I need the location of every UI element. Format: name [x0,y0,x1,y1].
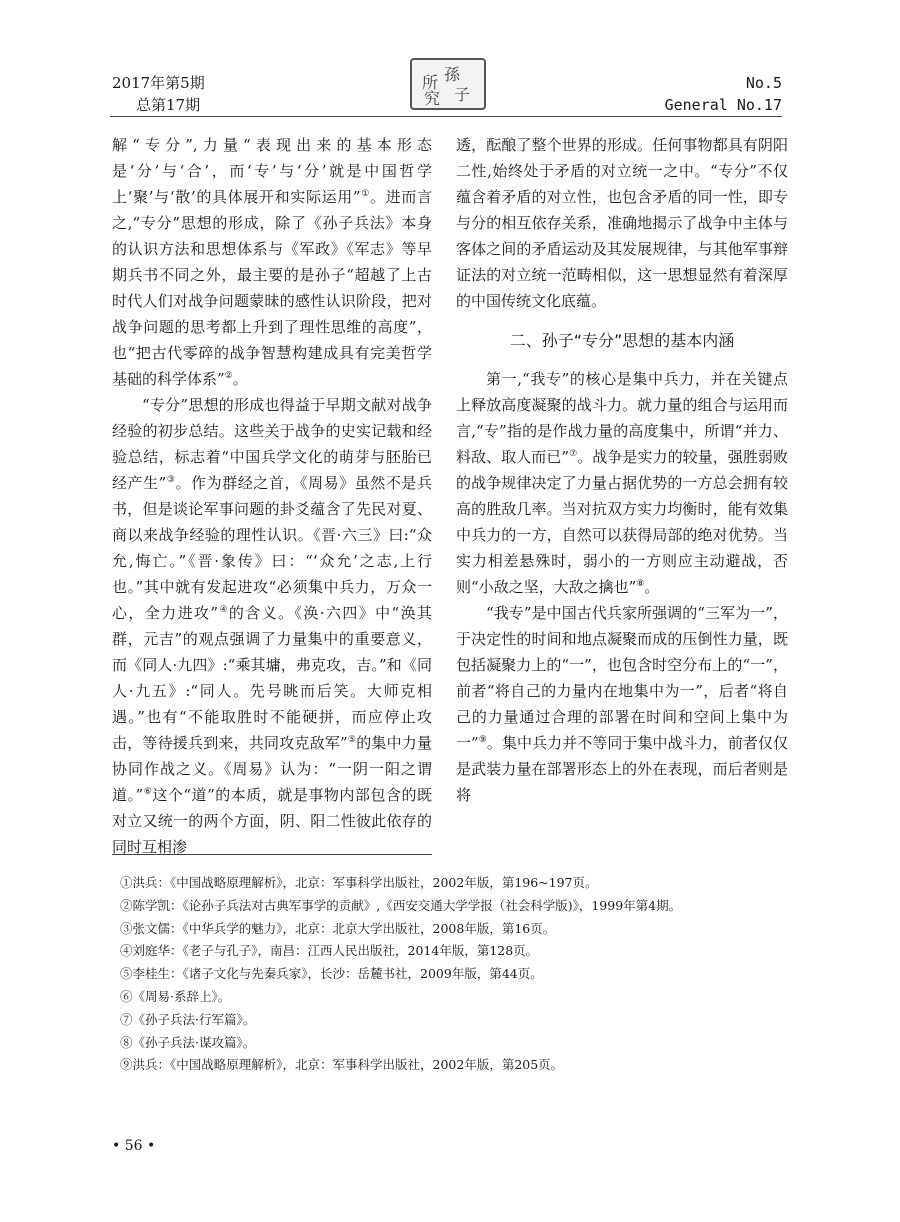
paragraph: 透，酝酿了整个世界的形成。任何事物都具有阴阳二性,始终处于矛盾的对立统一之中。“专分”不仅蕴含着矛盾的对立性，也包含矛盾的同一性，即专与分的相互依存关系，准确地揭示了战争中主体与客体之间的矛盾运动及其发展规律，与其他军事辩证法的对立统一范畴相似，这一思想显然有着深厚的中国传统文化底蕴。 [456,136,788,310]
footnote-item: ⑨洪兵：《中国战略原理解析》，北京：军事科学出版社，2002年版，第205页。 [120,1057,564,1073]
text-run: 解“专分”,力量“表现出来的基本形态是‘分’与‘合’，而‘专’与‘分’就是中国哲学上‘聚’与‘散’的具体展开和实际运用” [112,136,432,206]
section-heading: 二、孙子“专分”思想的基本内涵 [509,331,735,350]
footnote-item: ①洪兵：《中国战略原理解析》，北京：军事科学出版社，2002年版，第196~197页。 [120,875,598,890]
paragraph [112,392,432,860]
footnote-item: ⑤李桂生：《诸子文化与先秦兵家》，长沙：岳麓书社，2009年版，第44页。 [120,966,543,982]
text-run: 第一,“我专”的核心是集中兵力，并在关键点上释放高度凝聚的战斗力。就力量的组合与运用而言,“专”指的是作战力量的高度集中，所谓“并力、料敌、取人而已” [456,370,788,466]
seal-char: 究 [424,89,441,108]
footnote-item: ②陈学凯：《论孙子兵法对古典军事学的贡献》,《西安交通大学学报（社会科学版)》，1999年第4期。 [120,897,682,913]
paragraph: 解“专分”,力量“表现出来的基本形态是‘分’与‘合’，而‘专’与‘分’就是中国哲学上‘聚’与‘散’的具体展开和实际运用”①。进而言之,“专分”思想的形成，除了《孙子兵法》本身的认识方法和思想体系与《军政》《军志》等早期兵书不同之外，最主要的是孙子“超越了上古时代人们对战争问题蒙昧的感性认识阶段，把对战争问题的思考都上升到了理性思维的高度”，也“把古代零碎的战争智慧构建成具有完美哲学基础的科学体系”②。 [112,136,432,388]
text-run: 。战争是实力的较量，强胜弱败的战争规律决定了力量占据优势的一方总会拥有较高的胜敌几率。当对抗双方实力均衡时，能有效集中兵力的一方，自然可以获得局部的绝对优势。当实力相差悬殊时，弱小的一方则应主动避战，否则“小敌之坚，大敌之擒也” [456,448,788,596]
journal-logo-seal [410,58,486,110]
text-run: “我专”是中国古代兵家所强调的“三军为一”，于决定性的时间和地点凝聚而成的压倒性力量，既包括凝聚力上的“一”，也包含时空分布上的“一”，前者“将自己的力量内在地集中为一”，后者“将自己的力量通过合理的部署在时间和空间上集中为一” [456,604,788,752]
text-run: “专分”思想的形成也得益于早期文献对战争经验的初步总结。这些关于战争的史实记载和经验总结，标志着“中国兵学文化的萌芽与胚胎已经产生” [112,396,432,492]
header-rule [110,116,782,117]
right-column [456,132,788,808]
journal-issue-right [665,72,782,116]
footnote-ref[interactable]: ⑦ [569,449,578,459]
footnote-ref[interactable]: ④ [218,605,229,615]
footnote-ref[interactable]: ③ [166,475,176,485]
text-run: 。作为群经之首，《周易》虽然不是兵书，但是谈论军事问题的卦爻蕴含了先民对夏、商以来战争经验的理性认识。《晋·六三》曰:“众允,悔亡。”《晋·象传》曰：“‘众允’之志,上行也。”其中就有发起进攻“必须集中兵力，万众一心，全力进攻” [112,474,432,622]
text-run: 的集中力量协同作战之义。《周易》认为：“一阴一阳之谓道。” [112,734,432,804]
footnote-ref[interactable]: ⑨ [478,735,487,745]
text-run: 。进而言之,“专分”思想的形成，除了《孙子兵法》本身的认识方法和思想体系与《军政》《军志》等早期兵书不同之外，最主要的是孙子“超越了上古时代人们对战争问题蒙昧的感性认识阶段，把对战争问题的思考都上升到了理性思维的高度”，也“把古代零碎的战争智慧构建成具有完美哲学基础的科学体系” [112,188,432,388]
footnote-ref[interactable]: ⑧ [636,579,645,589]
issue-total: 总第17期 [136,96,201,114]
footnote-rule [112,854,432,855]
issue-year: 2017年第5期 [112,74,205,92]
footnote-ref[interactable]: ① [360,189,370,199]
general-number: General No.17 [664,96,782,114]
footnote-ref[interactable]: ② [224,371,233,381]
issue-number: No.5 [745,74,782,92]
footnote-item: ⑧《孙子兵法·谋攻篇》。 [120,1034,256,1050]
footnote-item: ⑦《孙子兵法·行军篇》。 [120,1011,256,1027]
footnotes [120,872,790,1077]
text-run: 。集中兵力并不等同于集中战斗力，前者仅仅是武装力量在部署形态上的外在表现，而后者则是将 [456,734,788,804]
footnote-item: ⑥《周易·系辞上》。 [120,988,231,1004]
left-column [112,132,432,860]
footnote-item: ③张文儒：《中华兵学的魅力》，北京：北京大学出版社，2008年版，第16页。 [120,920,556,936]
paragraph: 第一,“我专”的核心是集中兵力，并在关键点上释放高度凝聚的战斗力。就力量的组合与运用而言,“专”指的是作战力量的高度集中，所谓“并力、料敌、取人而已”⑦。战争是实力的较量，强胜弱败的战争规律决定了力量占据优势的一方总会拥有较高的胜敌几率。当对抗双方实力均衡时，能有效集中兵力的一方，自然可以获得局部的绝对优势。当实力相差悬殊时，弱小的一方则应主动避战，否则“小敌之坚，大敌之擒也”⑧。 [456,370,788,596]
page-number: • 56 • [112,1138,156,1154]
footnote-item: ④刘庭华：《老子与孔子》，南昌：江西人民出版社，2014年版，第128页。 [120,943,539,959]
footnote-ref[interactable]: ⑤ [347,735,357,745]
text-run: 这个“道”的本质，就是事物内部包含的既对立又统一的两个方面，阴、阳二性彼此依存的同时互相渗 [112,786,432,856]
journal-issue-left [112,72,205,116]
text-run: 的含义。《涣·六四》中“涣其群，元吉”的观点强调了力量集中的重要意义，而《同人·九四》:“乘其墉，弗克攻，吉。”和《同人·九五》:“同人。先号眺而后笑。大师克相遇。”也有“不能取胜时不能硬拼，而应停止攻击，等待援兵到来，共同攻克敌军” [112,604,432,752]
seal-char: 所 [422,73,439,92]
paragraph [456,600,788,808]
seal-char: 孫 [444,65,461,84]
footnote-ref[interactable]: ⑥ [143,787,153,797]
seal-char: 子 [454,85,471,104]
